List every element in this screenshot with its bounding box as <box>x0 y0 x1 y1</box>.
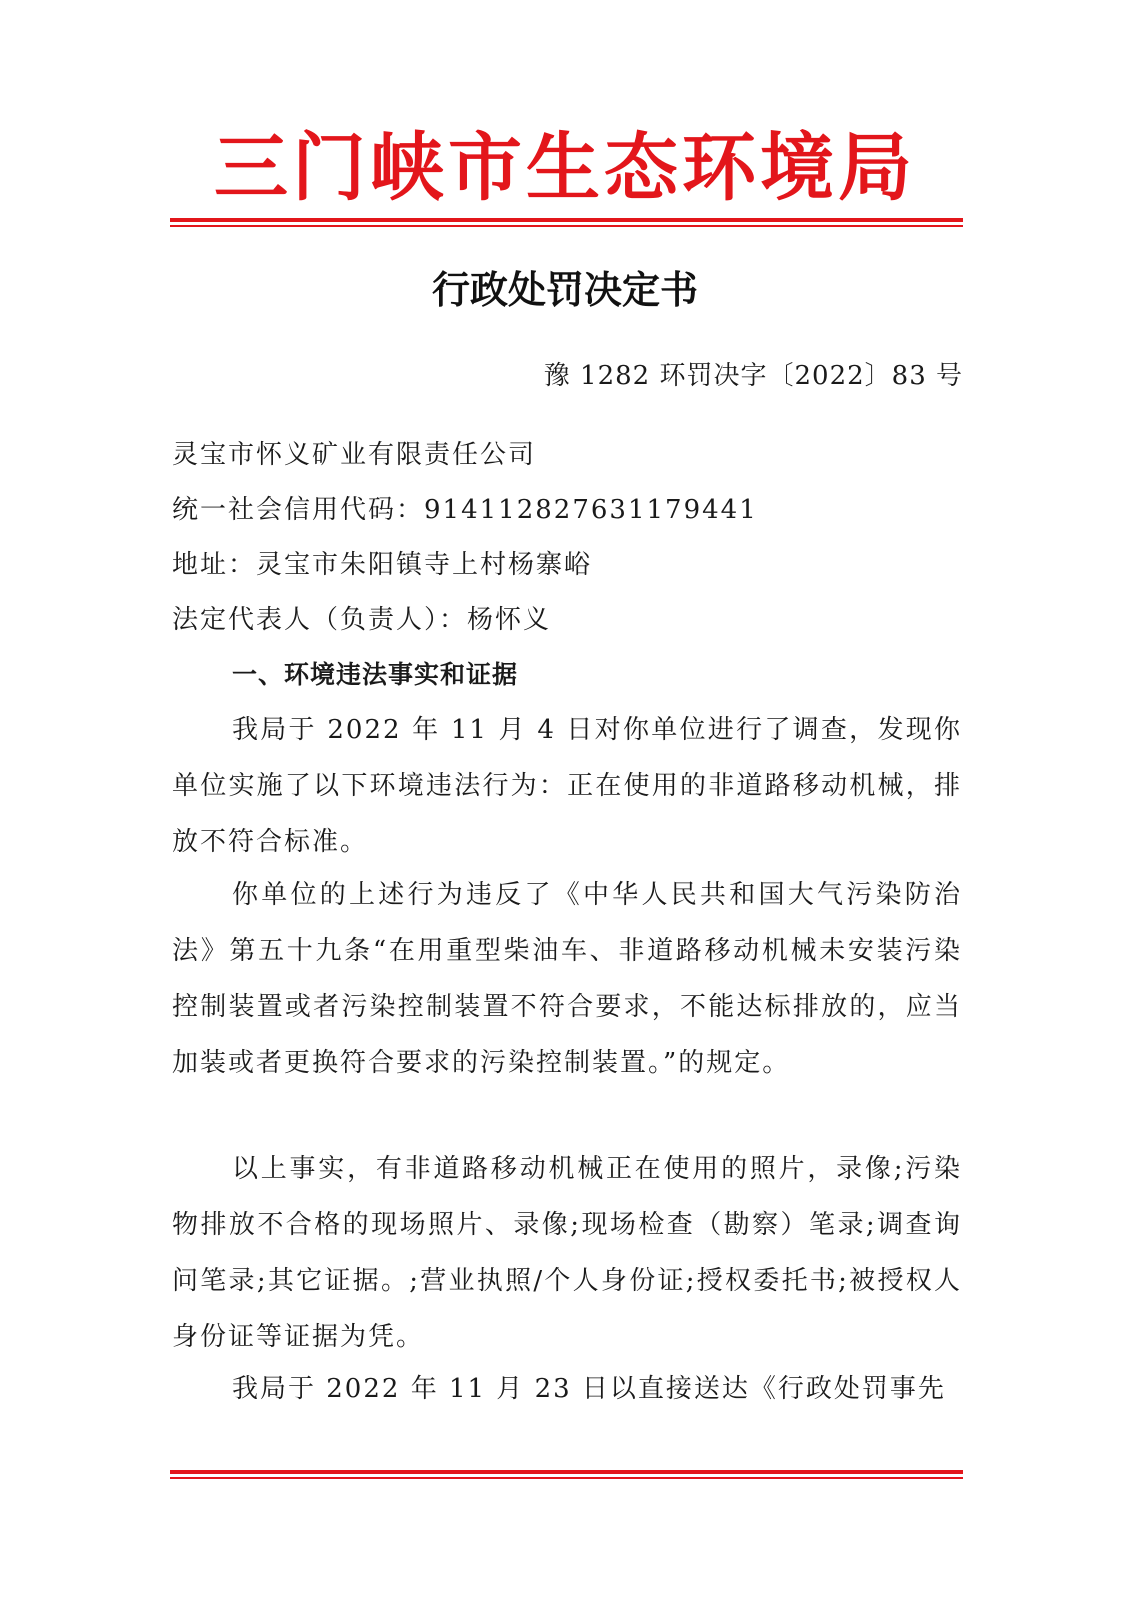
document-title: 行政处罚决定书 <box>431 267 698 312</box>
paragraph-evidence: 以上事实，有非道路移动机械正在使用的照片，录像;污染物排放不合格的现场照片、录像;现场检查（勘察）笔录;调查询问笔录;其它证据。;营业执照/个人身份证;授权委托书;被授权人身份证等证据为凭。 <box>172 1154 962 1352</box>
paragraph-notice: 我局于 2022 年 11 月 23 日以直接送达《行政处罚事先 <box>232 1374 946 1404</box>
footer-divider <box>170 1470 963 1479</box>
header-divider-thick <box>170 218 963 222</box>
section-heading: 一、环境违法事实和证据 <box>232 660 519 689</box>
legal-representative: 法定代表人（负责人）：杨怀义 <box>172 605 552 635</box>
party-address: 地址：灵宝市朱阳镇寺上村杨寨峪 <box>172 550 593 580</box>
agency-header: 三门峡市生态环境局 <box>214 125 916 211</box>
party-name: 灵宝市怀义矿业有限责任公司 <box>172 440 537 470</box>
document-number: 豫 1282 环罚决字〔2022〕83 号 <box>543 361 963 391</box>
credit-code: 统一社会信用代码：914112827631179441 <box>172 495 758 525</box>
header-divider-thin <box>170 225 963 227</box>
footer-divider-thick <box>170 1470 963 1474</box>
footer-divider-thin <box>170 1477 963 1479</box>
paragraph-violation: 你单位的上述行为违反了《中华人民共和国大气污染防治法》第五十九条“在用重型柴油车、非道路移动机械未安装污染控制装置或者污染控制装置不符合要求，不能达标排放的，应当加装或者更换符合要求的污染控制装置。”的规定。 <box>172 880 962 1078</box>
header-divider <box>170 218 963 227</box>
paragraph-investigation: 我局于 2022 年 11 月 4 日对你单位进行了调查，发现你单位实施了以下环境违法行为：正在使用的非道路移动机械，排放不符合标准。 <box>172 715 962 857</box>
